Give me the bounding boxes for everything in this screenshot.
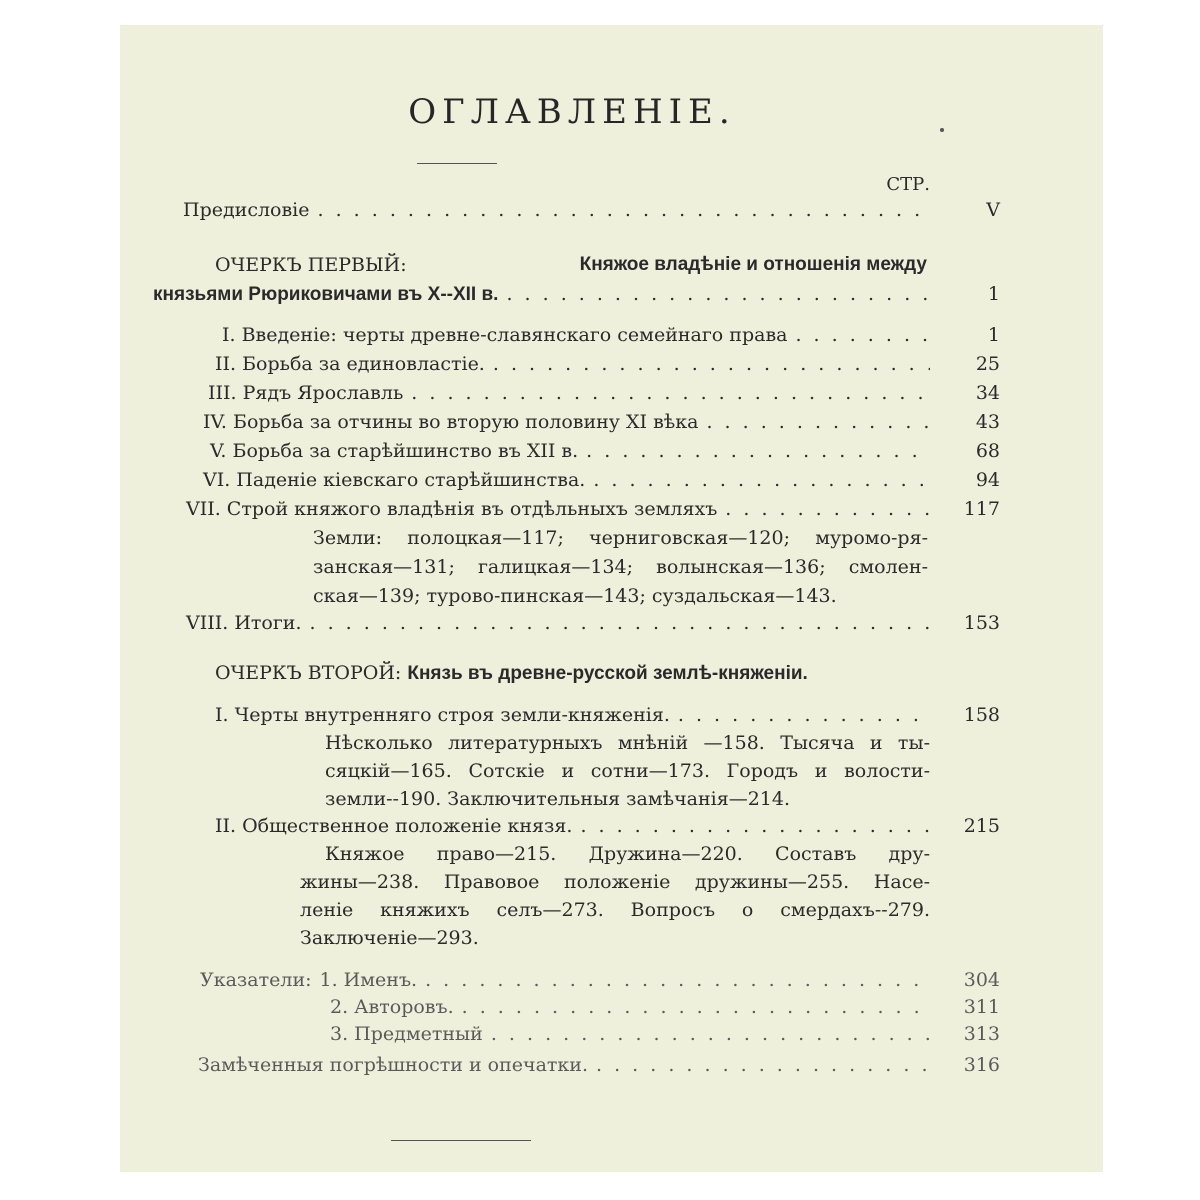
chapter-detail-line: сяцкій—165. Сотскіе и сотни—173. Городъ и волости-	[325, 760, 930, 782]
toc-entry-label: IV. Борьба за отчины во вторую половину XI вѣка	[203, 411, 699, 433]
chapter-detail-line: занская—131; галицкая—134; волынская—136; смолен-	[313, 556, 928, 578]
essay1-prefix: ОЧЕРКЪ ПЕРВЫЙ:	[215, 254, 407, 276]
toc-entry-label: Предисловіе	[183, 199, 310, 221]
toc-entry-page: 304	[963, 969, 1000, 991]
page-title: ОГЛАВЛЕНІЕ.	[408, 92, 736, 132]
toc-entry-page: 153	[963, 612, 1000, 634]
toc-entry-page: 94	[975, 469, 1000, 491]
toc-entry-page: 316	[963, 1054, 1000, 1076]
essay2-prefix: ОЧЕРКЪ ВТОРОЙ:	[215, 662, 402, 684]
toc-entry-page: 43	[975, 411, 1000, 433]
toc-entry-label: VIII. Итоги.	[186, 612, 302, 634]
leader-dots	[578, 437, 930, 465]
leader-dots	[717, 495, 930, 523]
page-column-header: СТР.	[886, 174, 930, 195]
essay1-title-line1: Княжое владѣніе и отношенія между	[579, 254, 927, 275]
toc-entry-page: 117	[963, 498, 1000, 520]
index-prefix: Указатели:	[200, 969, 312, 991]
leader-dots	[572, 812, 930, 840]
chapter-detail-line: Заключеніе—293.	[300, 927, 479, 949]
leader-dots	[310, 196, 930, 224]
toc-entry-label: II. Общественное положеніе князя.	[215, 815, 573, 837]
toc-entry-index	[330, 993, 1000, 1021]
toc-entry-label: 3. Предметный	[330, 1023, 483, 1045]
toc-entry-chapter	[215, 701, 1000, 729]
toc-entry-chapter	[215, 812, 1000, 840]
leader-dots	[454, 993, 930, 1021]
leader-dots	[787, 321, 930, 349]
toc-entry-chapter	[203, 408, 1000, 436]
leader-dots	[485, 350, 930, 378]
chapter-detail-line: Княжое право—215. Дружина—220. Составъ дру-	[325, 843, 930, 865]
leader-dots	[498, 280, 930, 308]
toc-entry-page: 313	[963, 1023, 1000, 1045]
toc-entry-chapter	[203, 466, 1000, 494]
leader-dots	[417, 966, 930, 994]
leader-dots	[585, 466, 930, 494]
chapter-detail-line: Земли: полоцкая—117; черниговская—120; муромо-ря-	[313, 527, 928, 549]
toc-entry-chapter	[215, 350, 1000, 378]
toc-entry-preface	[183, 196, 1000, 224]
essay1-heading-line2	[153, 280, 1000, 308]
toc-entry-page: 311	[963, 996, 1000, 1018]
leader-dots	[403, 379, 930, 407]
essay1-heading-line1	[215, 251, 927, 279]
toc-entry-label: III. Рядъ Ярославль	[208, 382, 404, 404]
toc-entry-chapter	[222, 321, 1000, 349]
essay2-title: Князь въ древне-русской землѣ-княженіи.	[407, 663, 808, 684]
toc-entry-label: Замѣченныя погрѣшности и опечатки.	[198, 1054, 589, 1076]
toc-entry-chapter	[208, 379, 1000, 407]
toc-entry-chapter	[210, 437, 1000, 465]
toc-entry-page: 1	[987, 324, 1000, 346]
toc-entry-label: I. Введеніе: черты древне-славянскаго семейнаго права	[222, 324, 788, 346]
toc-entry-page: 1	[987, 283, 1000, 305]
toc-entry-label: II. Борьба за единовластіе.	[215, 353, 485, 375]
toc-entry-index	[330, 1020, 1000, 1048]
toc-entry-page: 25	[975, 353, 1000, 375]
toc-entry-page: V	[986, 199, 1000, 221]
toc-entry-page: 34	[975, 382, 1000, 404]
toc-entry-page: 158	[963, 704, 1000, 726]
toc-entry-label: 2. Авторовъ.	[330, 996, 454, 1018]
chapter-detail-line: ская—139; турово-пинская—143; суздальская—143.	[313, 585, 837, 607]
toc-entry-chapter	[186, 495, 1000, 523]
toc-entry-index	[200, 966, 1000, 994]
leader-dots	[588, 1051, 930, 1079]
leader-dots	[698, 408, 930, 436]
essay2-heading	[215, 659, 927, 687]
toc-entry-label: I. Черты внутренняго строя земли-княженія.	[215, 704, 670, 726]
toc-entry-chapter	[186, 609, 1000, 637]
leader-dots	[483, 1020, 930, 1048]
essay1-title-line2: князьями Рюриковичами въ X--XII в.	[153, 284, 499, 305]
toc-entry-label: VI. Паденіе кіевскаго старѣйшинства.	[203, 469, 586, 491]
chapter-detail-line: леніе княжихъ селъ—273. Вопросъ о смердахъ--279.	[300, 899, 930, 921]
title-rule	[417, 163, 497, 164]
toc-entry-page: 68	[975, 440, 1000, 462]
toc-entry-errata	[198, 1051, 1000, 1079]
chapter-detail-line: жины—238. Правовое положеніе дружины—255. Насе-	[300, 871, 930, 893]
chapter-detail-line: земли--190. Заключительныя замѣчанія—214.	[325, 788, 791, 810]
toc-entry-label: VII. Строй княжого владѣнія въ отдѣльныхъ земляхъ	[186, 498, 718, 520]
toc-entry-label: 1. Именъ.	[319, 969, 418, 991]
chapter-detail-line: Нѣсколько литературныхъ мнѣній —158. Тысяча и ты-	[325, 732, 930, 754]
leader-dots	[302, 609, 931, 637]
toc-entry-page: 215	[963, 815, 1000, 837]
bottom-rule	[391, 1140, 531, 1141]
leader-dots	[670, 701, 930, 729]
toc-entry-label: V. Борьба за старѣйшинство въ XII в.	[210, 440, 579, 462]
